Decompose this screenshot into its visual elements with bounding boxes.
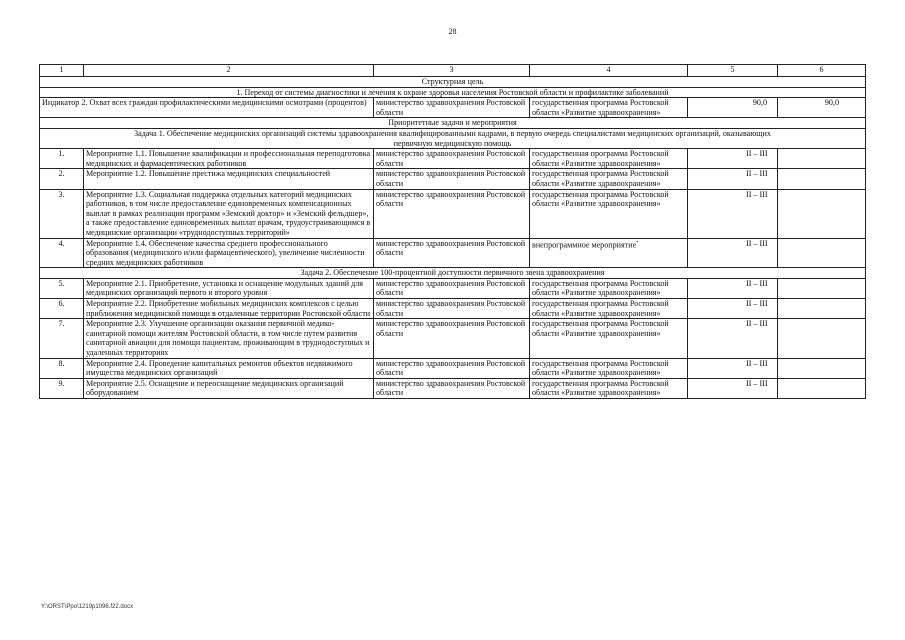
measure-number-text: 2. [58,169,65,179]
measure-name [84,278,374,298]
measure-stage [746,378,834,398]
measure-number [40,299,84,319]
measure-number-text: 7. [58,319,65,329]
measure-program [530,238,688,268]
measure-ministry-text: министерство здравоохранения Ростовской области [376,238,526,258]
measure-row [40,278,866,298]
measure-stage-text: II – III [746,189,768,199]
measure-ministry-text: министерство здравоохранения Ростовской области [376,299,526,318]
goal-1-text: 1. Переход от системы диагностики и лечения к охране здоровья населения Ростовской области и профилактике заболеваний [40,87,866,98]
measure-stage-text: II – III [746,358,768,368]
indicator-value-6: 90,0 [778,98,866,118]
measure-ministry [374,149,530,169]
measure-stage [746,238,834,268]
measure-stage [746,149,834,169]
measure-ministry [374,238,530,268]
measure-program [530,169,688,189]
measure-program [530,378,688,398]
col-2-header: 2 [84,65,374,77]
indicator-value-5: 90,0 [688,98,778,118]
measure-row [40,189,866,238]
measure-name [84,189,374,238]
measure-ministry-text: министерство здравоохранения Ростовской области [376,169,526,188]
measure-row [40,238,866,268]
task-1-measures [40,149,866,268]
measure-number-text: 5. [58,278,65,288]
measure-ministry-text: министерство здравоохранения Ростовской области [376,358,526,378]
measure-number [40,319,84,358]
measure-stage [746,319,834,358]
measure-program-text: государственная программа Ростовской области «Развитие здравоохранения» [532,378,669,398]
measure-name-text: Мероприятие 2.2. Приобретение мобильных медицинских комплексов с целью приближения медицинской помощи в отдаленные территории Ростовской области [86,299,371,318]
measure-stage-text: II – III [746,149,768,159]
measure-program [530,149,688,169]
measure-name [84,299,374,319]
measure-number [40,189,84,238]
measure-name-text: Мероприятие 2.5. Оснащение и переоснащение медицинских организаций оборудованием [86,378,344,398]
measure-name-text: Мероприятие 1.1. Повышение квалификации и профессиональная переподготовка медицинских и фармацевтических работников [86,149,371,168]
measure-program-text: государственная программа Ростовской области «Развитие здравоохранения» [532,169,669,188]
measure-number-text: 9. [58,378,65,388]
structural-goal-row [40,77,866,88]
measure-name [84,319,374,358]
priority-row [40,118,866,129]
measure-number-text: 8. [58,358,65,368]
column-number-row [40,65,866,77]
indicator-ministry: министерство здравоохранения Ростовской области [374,98,530,118]
col-1-header: 1 [40,65,84,77]
measure-stage-text: II – III [746,378,768,388]
measure-stage-text: II – III [746,278,768,288]
measure-ministry [374,378,530,398]
measure-number [40,149,84,169]
measure-row [40,358,866,378]
task-2-measures [40,278,866,398]
measure-row [40,319,866,358]
measure-ministry-text: министерство здравоохранения Ростовской области [376,189,526,209]
measure-number-text: 4. [58,238,65,248]
task-2-text: Задача 2. Обеспечение 100-процентной доступности первичного звена здравоохранения [40,268,866,279]
structural-goal-label: Структурная цель [40,77,866,88]
measure-ministry-text: министерство здравоохранения Ростовской области [376,378,526,398]
measure-name-text: Мероприятие 2.1. Приобретение, установка и оснащение модульных зданий для медицинских организаций первого и второго уровня [86,278,364,298]
measure-row [40,149,866,169]
measure-name [84,169,374,189]
measure-stage-text: II – III [746,299,768,309]
measure-name-text: Мероприятие 2.3. Улучшение организации оказания первичной медико-санитарной помощи жителям Ростовской области, в том числе путем развития санитарной авиации для помощи пациентам, проживающим в труднодоступных и удаленных территориях [86,319,370,358]
measure-stage [746,299,834,319]
measure-number-text: 6. [58,299,65,309]
measure-program-text: государственная программа Ростовской области «Развитие здравоохранения» [532,149,669,168]
measure-stage [746,189,834,238]
col-5-header: 5 [688,65,778,77]
measure-stage [746,278,834,298]
measure-program [530,319,688,358]
measure-number-text: 3. [58,189,65,199]
measure-stage-text: II – III [746,319,768,329]
measure-stage [746,169,834,189]
task-1-row [40,128,866,148]
measure-row [40,169,866,189]
measure-program [530,358,688,378]
measure-ministry [374,278,530,298]
measure-number [40,238,84,268]
col-3-header: 3 [374,65,530,77]
measure-ministry [374,169,530,189]
task-2-row [40,268,866,279]
measure-ministry [374,319,530,358]
measure-name [84,238,374,268]
footer-file-path: Y:\ORST\Ppo\1219p1096.f22.docx [41,604,134,610]
measure-row [40,299,866,319]
measure-program [530,278,688,298]
measure-program-text: государственная программа Ростовской области «Развитие здравоохранения» [532,319,669,338]
measure-program [530,299,688,319]
measure-name [84,358,374,378]
measure-program-text: государственная программа Ростовской области «Развитие здравоохранения» [532,189,669,209]
page-number: 28 [448,27,457,36]
measure-name [84,149,374,169]
measure-number [40,169,84,189]
measure-number [40,358,84,378]
measure-program-text: государственная программа Ростовской области «Развитие здравоохранения» [532,358,669,378]
measures-table [39,64,866,399]
measure-program-text: государственная программа Ростовской области «Развитие здравоохранения» [532,299,669,318]
measure-name [84,378,374,398]
measure-number [40,278,84,298]
measure-name-text: Мероприятие 2.4. Проведение капитальных ремонтов объектов недвижимого имущества медицинских организаций [86,358,353,378]
indicator-row [40,98,866,118]
measure-row [40,378,866,398]
measure-name-text: Мероприятие 1.4. Обеспечение качества среднего профессионального образования (медицинского и/или фармацевтического), увеличение численности средних медицинских работников [86,238,365,267]
measure-name-text: Мероприятие 1.3. Социальная поддержка отдельных категорий медицинских работников, в том числе предоставление единовременных компенсационных выплат в рамках реализации программ «Земский доктор» и «Земский фельдшер», а также предоставление единовременных выплат врачам, трудоустраивающимся в медицинские организации «труднодоступных территорий» [86,189,371,237]
measure-stage [746,358,834,378]
measure-program-text: государственная программа Ростовской области «Развитие здравоохранения» [532,278,669,298]
measure-number-text: 1. [58,149,65,159]
measure-name-text: Мероприятие 1.2. Повышение престижа медицинских специальностей [86,169,331,179]
measure-ministry [374,358,530,378]
measure-stage-text: II – III [746,238,768,248]
measure-ministry [374,299,530,319]
measure-stage-text: II – III [746,169,768,179]
measure-ministry-text: министерство здравоохранения Ростовской области [376,319,526,338]
indicator-name: Индикатор 2. Охват всех граждан профилактическими медицинскими осмотрами (процентов) [40,98,374,118]
footnote-mark: * [636,240,639,246]
measure-ministry-text: министерство здравоохранения Ростовской области [376,278,526,298]
col-6-header: 6 [778,65,866,77]
measure-program [530,189,688,238]
goal-row [40,87,866,98]
measure-ministry-text: министерство здравоохранения Ростовской области [376,149,526,168]
col-4-header: 4 [530,65,688,77]
priority-label: Приоритетные задачи и мероприятия [40,118,866,129]
indicator-program: государственная программа Ростовской области «Развитие здравоохранения» [530,98,688,118]
measure-ministry [374,189,530,238]
measure-program-text: внепрограммное мероприятие [532,240,637,250]
task-1-text: Задача 1. Обеспечение медицинских организаций системы здравоохранения квалифицированными кадрами, в первую очередь специалистами медицинских организаций, оказывающих первичную медицинскую помощь [40,128,866,148]
measure-number [40,378,84,398]
